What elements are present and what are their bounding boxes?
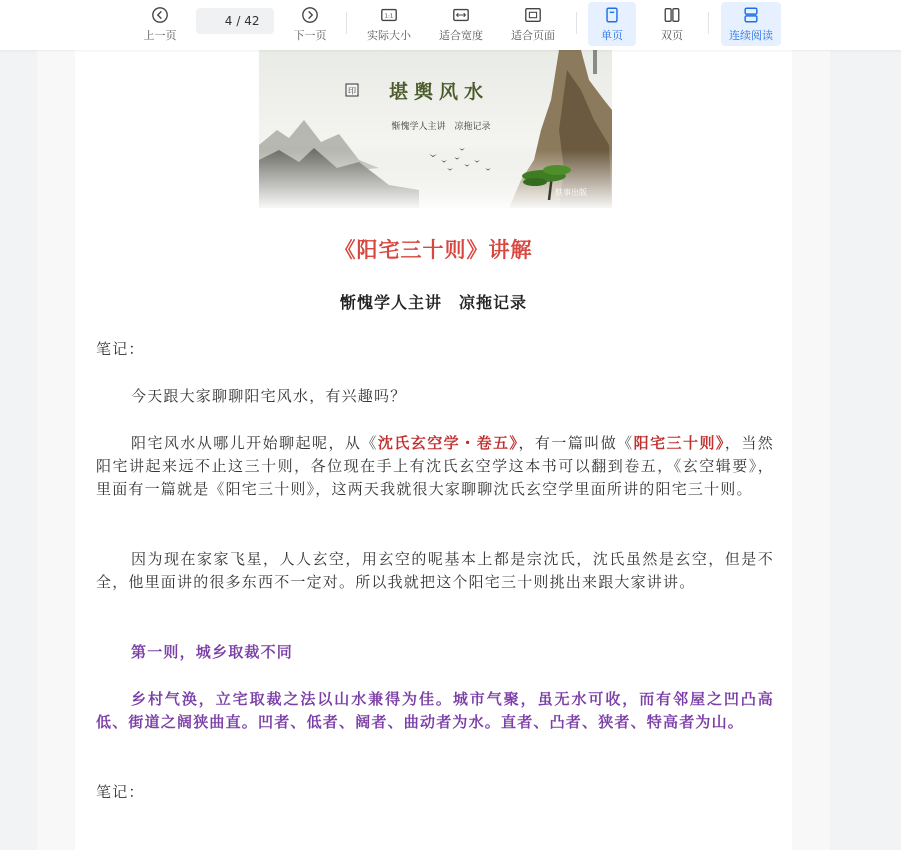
actual-size-button[interactable] (360, 2, 418, 46)
fit-width-button[interactable] (432, 2, 490, 46)
note-label: 笔记： (96, 340, 145, 358)
continuous-read-icon (742, 6, 760, 24)
continuous-read-label: 连续阅读 (729, 28, 773, 42)
rule-text: 乡村气涣，立宅取裁之法以山水兼得为佳。城市气聚，虽无水可收，而有邻屋之凹凸高低、街道之阔狭曲直。凹者、低者、阔者、曲动者为水。直者、凸者、狭者、特高者为山。 (96, 690, 774, 731)
banner-image (259, 50, 612, 208)
paragraph-text: ，有一篇叫做《 (518, 434, 634, 452)
document-subtitle: 惭愧学人主讲 凉拖记录 (339, 293, 527, 312)
prev-page-label: 上一页 (143, 28, 177, 42)
actual-size-icon (380, 6, 398, 24)
chevron-left-circle-icon (151, 6, 169, 24)
continuous-read-button[interactable] (721, 2, 781, 46)
paragraph: 因为现在家家飞星，人人玄空，用玄空的呢基本上都是宗沈氏，沈氏虽然是玄空，但是不全，他里面讲的很多东西不一定对。所以我就把这个阳宅三十则挑出来跟大家讲讲。 (96, 550, 774, 591)
double-page-button[interactable] (648, 2, 696, 46)
paragraph: 今天跟大家聊聊阳宅风水，有兴趣吗？ (131, 387, 407, 405)
rule-heading: 第一则，城乡取裁不同 (131, 643, 294, 661)
toolbar-divider (576, 12, 577, 34)
svg-text:1:1: 1:1 (384, 13, 394, 20)
single-page-icon (603, 6, 621, 24)
seal-text: 印 (348, 86, 356, 96)
landscape-illustration (259, 50, 612, 208)
fit-page-button[interactable] (504, 2, 562, 46)
viewer-toolbar (0, 0, 901, 50)
single-page-button[interactable] (588, 2, 636, 46)
toolbar-divider (708, 12, 709, 34)
paragraph-text: ，当然阳宅讲起来远不止这三十则，各位现在手上有沈氏玄空学这本书可以翻到卷五，《玄空辑要》，里面有一篇就是《阳宅三十则》，这两天我就很大家聊聊沈氏玄空学里面所讲的阳宅三十则。 (96, 434, 774, 498)
next-page-button[interactable] (286, 2, 334, 46)
next-page-label: 下一页 (293, 28, 327, 42)
toolbar-divider (346, 12, 347, 34)
fit-page-label: 适合页面 (511, 28, 555, 42)
actual-size-label: 实际大小 (367, 28, 411, 42)
banner-subtitle: 惭愧学人主讲 凉拖记录 (391, 122, 491, 132)
book-reference: 沈氏玄空学・卷五》 (377, 434, 519, 452)
total-pages: / 42 (236, 14, 260, 28)
double-page-icon (663, 6, 681, 24)
paragraph (96, 432, 774, 501)
note-label: 笔记： (96, 783, 145, 801)
prev-page-button[interactable] (136, 2, 184, 46)
banner-title: 堪舆风水 (388, 81, 490, 103)
fit-page-icon (524, 6, 542, 24)
banner-watermark: 轶事出版 (555, 188, 587, 197)
document-title: 《阳宅三十则》讲解 (334, 238, 533, 262)
fit-width-label: 适合宽度 (439, 28, 483, 42)
double-page-label: 双页 (661, 28, 683, 42)
single-page-label: 单页 (601, 28, 623, 42)
fit-width-icon (452, 6, 470, 24)
page-number-input[interactable] (210, 14, 232, 28)
chevron-right-circle-icon (301, 6, 319, 24)
book-reference: 阳宅三十则》 (633, 434, 725, 452)
paragraph-text: 阳宅风水从哪儿开始聊起呢，从《 (131, 434, 378, 452)
page-indicator (196, 8, 274, 34)
